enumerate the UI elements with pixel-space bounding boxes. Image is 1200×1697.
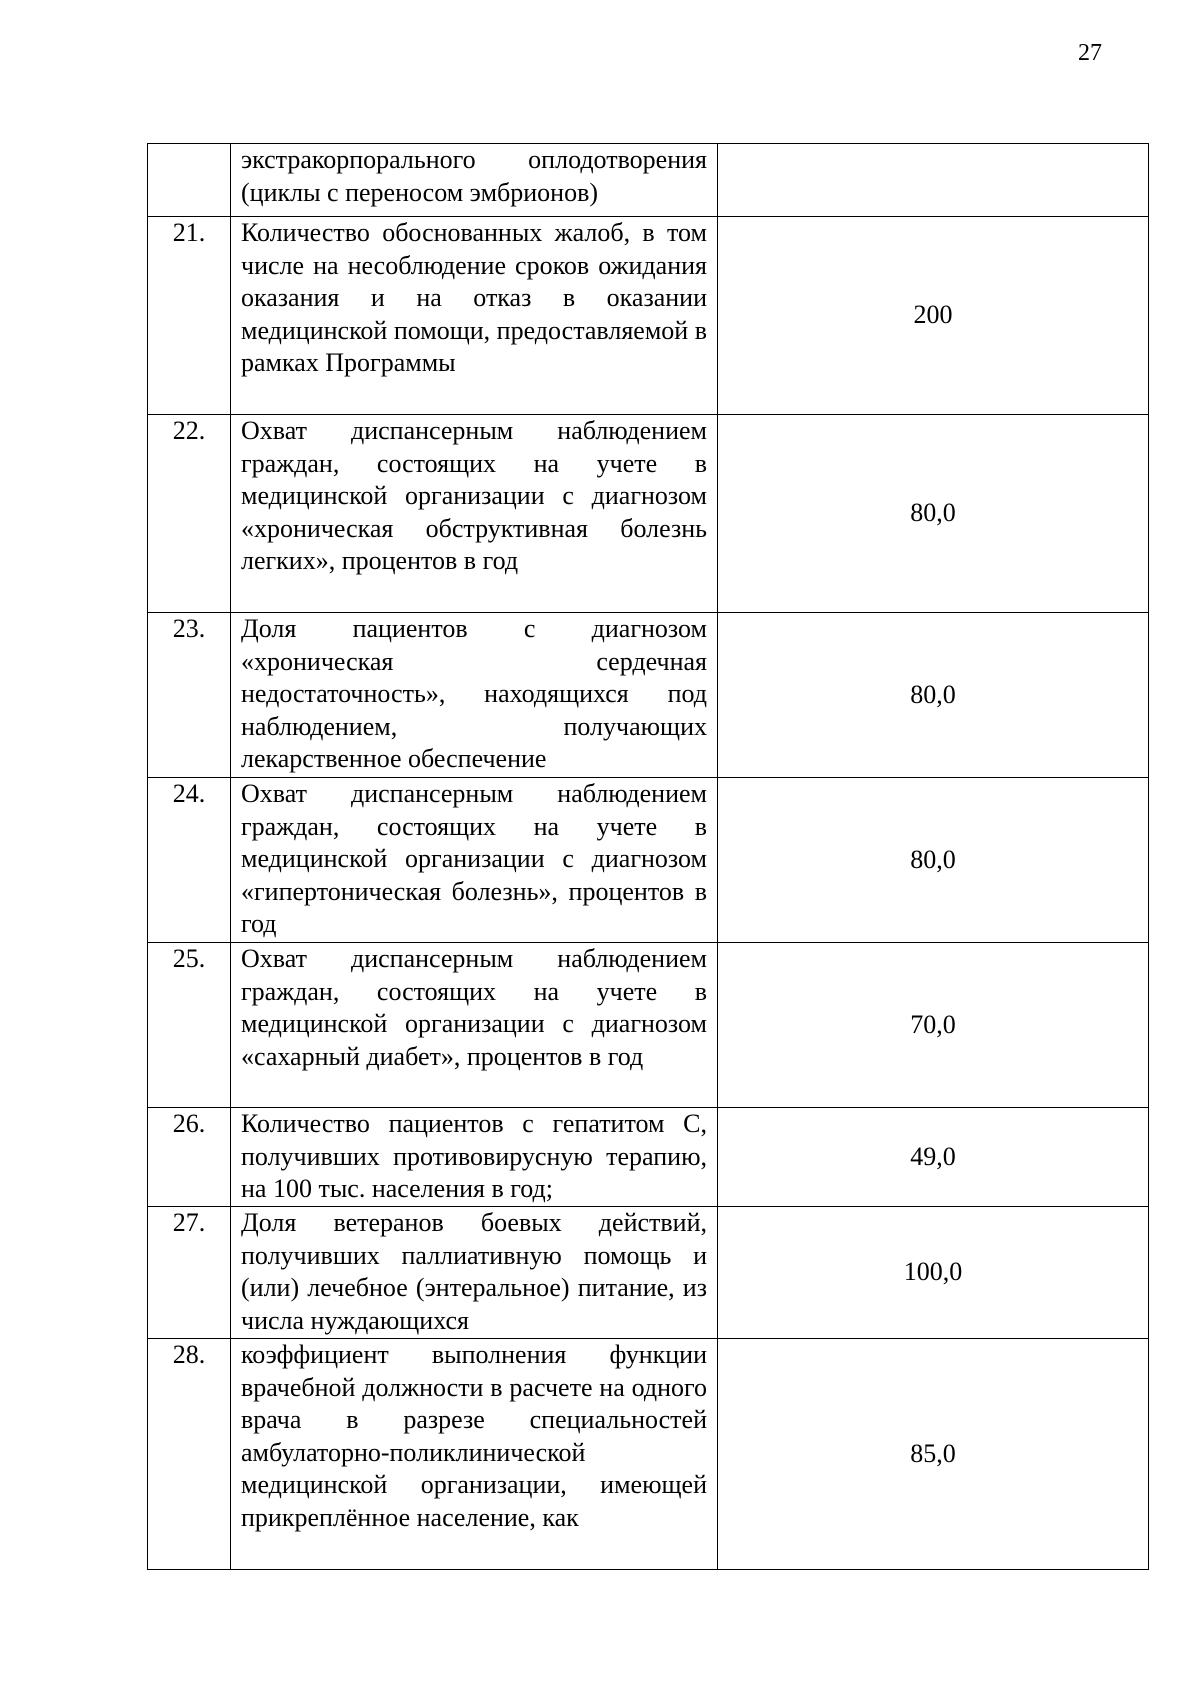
table-row: [148, 1108, 1149, 1207]
table-row: [148, 415, 1149, 613]
indicator-value: 80,0: [718, 415, 1149, 613]
indicator-description: Количество пациентов с гепатитом С, получивших противовирусную терапию, на 100 тыс. населения в год;: [231, 1108, 718, 1207]
indicator-value: 49,0: [718, 1108, 1149, 1207]
indicator-description: экстракорпорального оплодотворения (циклы с переносом эмбрионов): [231, 144, 718, 217]
indicator-description: Количество обоснованных жалоб, в том числе на несоблюдение сроков ожидания оказания и на отказ в оказании медицинской помощи, предоставляемой в рамках Программы: [231, 217, 718, 415]
row-number: 22.: [148, 415, 231, 613]
row-number: 25.: [148, 943, 231, 1108]
table-row: [148, 613, 1149, 778]
row-number: [148, 144, 231, 217]
indicator-value: 85,0: [718, 1339, 1149, 1570]
indicator-description: Доля ветеранов боевых действий, получивших паллиативную помощь и (или) лечебное (энтеральное) питание, из числа нуждающихся: [231, 1207, 718, 1339]
indicator-description: Охват диспансерным наблюдением граждан, состоящих на учете в медицинской организации с диагнозом «гипертоническая болезнь», процентов в год: [231, 778, 718, 943]
indicator-description: коэффициент выполнения функции врачебной должности в расчете на одного врача в разрезе специальностей амбулаторно-поликлинической медицинской организации, имеющей прикреплённое население, как: [231, 1339, 718, 1570]
row-number: 24.: [148, 778, 231, 943]
row-number: 26.: [148, 1108, 231, 1207]
indicator-value: 200: [718, 217, 1149, 415]
row-number: 23.: [148, 613, 231, 778]
indicator-description: Охват диспансерным наблюдением граждан, состоящих на учете в медицинской организации с диагнозом «сахарный диабет», процентов в год: [231, 943, 718, 1108]
page-number: 27: [1078, 40, 1102, 66]
table-row: [148, 943, 1149, 1108]
row-number: 21.: [148, 217, 231, 415]
table-row: [148, 778, 1149, 943]
indicators-table: [147, 143, 1149, 1570]
indicator-value: 80,0: [718, 613, 1149, 778]
table-row: [148, 1339, 1149, 1570]
indicator-value: 70,0: [718, 943, 1149, 1108]
row-number: 28.: [148, 1339, 231, 1570]
indicator-value: [718, 144, 1149, 217]
indicator-value: 100,0: [718, 1207, 1149, 1339]
table-row: [148, 144, 1149, 217]
table-row: [148, 1207, 1149, 1339]
table-row: [148, 217, 1149, 415]
indicator-description: Доля пациентов с диагнозом «хроническая сердечная недостаточность», находящихся под наблюдением, получающих лекарственное обеспечение: [231, 613, 718, 778]
row-number: 27.: [148, 1207, 231, 1339]
indicator-description: Охват диспансерным наблюдением граждан, состоящих на учете в медицинской организации с диагнозом «хроническая обструктивная болезнь легких», процентов в год: [231, 415, 718, 613]
indicator-value: 80,0: [718, 778, 1149, 943]
